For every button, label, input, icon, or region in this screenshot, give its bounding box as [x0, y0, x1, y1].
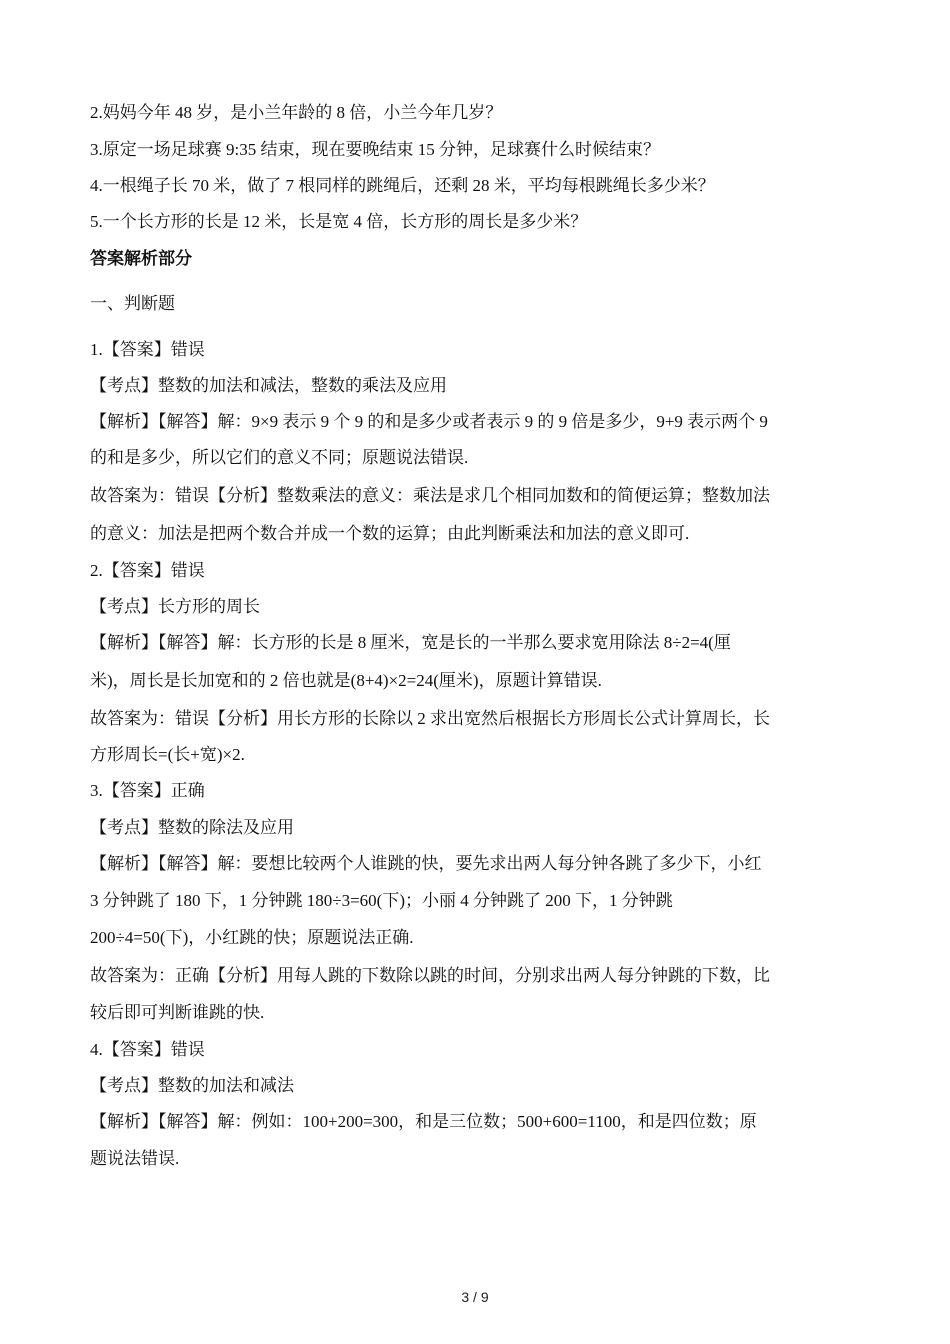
analysis-2-line: 【解析】【解答】解：长方形的长是 8 厘米，宽是长的一半那么要求宽用除法 8÷2=4(厘	[90, 633, 731, 652]
summary-2-line: 方形周长=(长+宽)×2.	[90, 745, 245, 764]
analysis-4-line: 题说法错误.	[90, 1149, 180, 1168]
question-3: 3.原定一场足球赛 9:35 结束，现在要晚结束 15 分钟，足球赛什么时候结束？	[90, 140, 660, 159]
analysis-3-line: 200÷4=50(下)，小红跳的快；原题说法正确.	[90, 928, 414, 947]
subsection-title: 一、判断题	[90, 294, 175, 313]
page-number: 3 / 9	[461, 1289, 489, 1305]
point-3: 【考点】整数的除法及应用	[90, 818, 294, 837]
analysis-1-line: 的和是多少，所以它们的意义不同；原题说法错误.	[90, 448, 469, 467]
point-2: 【考点】长方形的周长	[90, 597, 260, 616]
analysis-4-line: 【解析】【解答】解：例如：100+200=300，和是三位数；500+600=1100，和是四位数；原	[90, 1112, 757, 1131]
summary-2-line: 故答案为：错误【分析】用长方形的长除以 2 求出宽然后根据长方形周长公式计算周长，长	[90, 709, 770, 728]
summary-1-line: 故答案为：错误【分析】整数乘法的意义：乘法是求几个相同加数和的简便运算；整数加法	[90, 486, 770, 505]
point-1: 【考点】整数的加法和减法，整数的乘法及应用	[90, 376, 447, 395]
answer-4: 4.【答案】错误	[90, 1040, 205, 1059]
section-title: 答案解析部分	[90, 249, 192, 268]
analysis-3-line: 【解析】【解答】解：要想比较两个人谁跳的快，要先求出两人每分钟各跳了多少下，小红	[90, 854, 762, 873]
answer-3: 3.【答案】正确	[90, 781, 205, 800]
summary-1-line: 的意义：加法是把两个数合并成一个数的运算；由此判断乘法和加法的意义即可.	[90, 524, 690, 543]
point-4: 【考点】整数的加法和减法	[90, 1076, 294, 1095]
analysis-2-line: 米)，周长是长加宽和的 2 倍也就是(8+4)×2=24(厘米)，原题计算错误.	[90, 671, 602, 690]
question-2: 2.妈妈今年 48 岁，是小兰年龄的 8 倍，小兰今年几岁？	[90, 103, 503, 122]
analysis-3-line: 3 分钟跳了 180 下，1 分钟跳 180÷3=60(下)；小丽 4 分钟跳了 200 下，1 分钟跳	[90, 891, 673, 910]
question-5: 5.一个长方形的长是 12 米，长是宽 4 倍，长方形的周长是多少米？	[90, 212, 588, 231]
answer-2: 2.【答案】错误	[90, 561, 205, 580]
answer-1: 1.【答案】错误	[90, 340, 205, 359]
analysis-1-line: 【解析】【解答】解：9×9 表示 9 个 9 的和是多少或者表示 9 的 9 倍是多少，9+9 表示两个 9	[90, 412, 768, 431]
summary-3-line: 故答案为：正确【分析】用每人跳的下数除以跳的时间，分别求出两人每分钟跳的下数，比	[90, 966, 770, 985]
question-4: 4.一根绳子长 70 米，做了 7 根同样的跳绳后，还剩 28 米，平均每根跳绳长多少米？	[90, 176, 715, 195]
summary-3-line: 较后即可判断谁跳的快.	[90, 1003, 265, 1022]
